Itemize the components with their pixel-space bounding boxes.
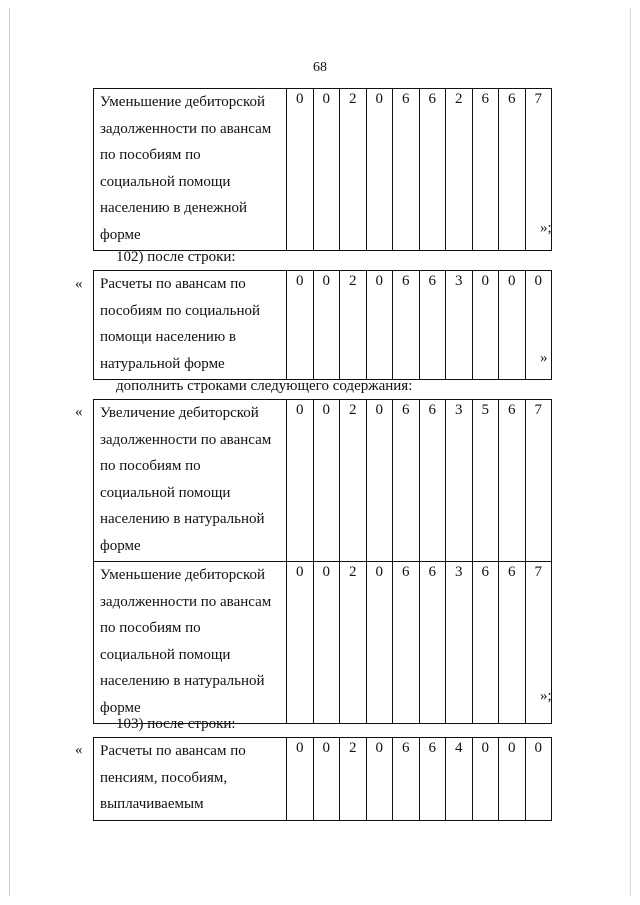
table-row [94, 400, 552, 562]
code-digit: 0 [287, 562, 314, 724]
code-digit: 0 [313, 89, 340, 251]
line-name-text: социальной помощи [100, 484, 231, 501]
close-quote: » [540, 350, 548, 366]
code-digit: 5 [472, 400, 499, 562]
code-digit: 2 [340, 271, 367, 380]
code-table [93, 270, 552, 380]
code-table [93, 737, 552, 821]
code-digit: 0 [313, 400, 340, 562]
line-name-text: пенсиям, пособиям, [100, 769, 228, 786]
line-name-text: задолженности по авансам [100, 593, 272, 610]
line-name [94, 562, 287, 724]
code-digit: 6 [499, 400, 526, 562]
code-digit: 2 [340, 89, 367, 251]
code-digit: 6 [419, 89, 446, 251]
code-digit: 6 [419, 562, 446, 724]
code-digit: 0 [525, 271, 552, 380]
code-digit: 0 [313, 271, 340, 380]
code-digit: 6 [419, 271, 446, 380]
code-digit: 0 [366, 271, 393, 380]
paragraph-text: дополнить строками следующего содержания: [116, 378, 413, 394]
table-row [94, 271, 552, 380]
code-digit: 6 [472, 562, 499, 724]
page-number: 68 [313, 60, 327, 75]
line-name-text: Расчеты по авансам по [100, 743, 246, 759]
code-digit: 0 [287, 738, 314, 821]
line-name-text: форме [100, 226, 141, 243]
code-digit: 0 [287, 400, 314, 562]
open-quote: « [75, 276, 83, 292]
line-name-text: натуральной форме [100, 355, 225, 372]
line-name-text: социальной помощи [100, 646, 231, 663]
code-digit: 0 [472, 738, 499, 821]
open-quote: « [75, 742, 83, 758]
line-name [94, 271, 287, 380]
line-name-text: Уменьшение дебиторской [100, 567, 266, 583]
line-name-text: форме [100, 699, 141, 716]
line-name-text: задолженности по авансам [100, 431, 272, 448]
code-digit: 6 [393, 89, 420, 251]
code-digit: 0 [525, 738, 552, 821]
code-digit: 6 [393, 562, 420, 724]
paragraph-text: 102) после строки: [116, 249, 236, 265]
close-quote: »; [540, 220, 552, 236]
code-digit: 3 [446, 400, 473, 562]
line-name-text: пособиям по социальной [100, 302, 261, 319]
code-digit: 6 [393, 400, 420, 562]
code-table [93, 399, 552, 724]
code-digit: 0 [313, 562, 340, 724]
line-name-text: населению в денежной [100, 200, 248, 216]
code-digit: 0 [313, 738, 340, 821]
code-digit: 0 [287, 271, 314, 380]
line-name-text: социальной помощи [100, 173, 231, 190]
line-name-text: форме [100, 537, 141, 554]
open-quote: « [75, 404, 83, 420]
code-digit: 6 [419, 738, 446, 821]
code-digit: 7 [525, 89, 552, 251]
code-digit: 6 [499, 89, 526, 251]
code-digit: 0 [366, 89, 393, 251]
line-name-text: задолженности по авансам [100, 120, 272, 137]
code-digit: 0 [287, 89, 314, 251]
code-table [93, 88, 552, 251]
close-quote: »; [540, 688, 552, 704]
line-name [94, 89, 287, 251]
code-digit: 6 [419, 400, 446, 562]
table-row [94, 562, 552, 724]
line-name [94, 738, 287, 821]
line-name-text: населению в натуральной [100, 511, 265, 527]
code-digit: 3 [446, 562, 473, 724]
code-digit: 7 [525, 400, 552, 562]
code-digit: 6 [499, 562, 526, 724]
line-name-text: населению в натуральной [100, 673, 265, 689]
code-digit: 0 [472, 271, 499, 380]
code-digit: 6 [393, 271, 420, 380]
line-name-text: помощи населению в [100, 329, 236, 345]
line-name [94, 400, 287, 562]
code-digit: 7 [525, 562, 552, 724]
code-digit: 0 [366, 562, 393, 724]
code-digit: 3 [446, 271, 473, 380]
code-digit: 0 [499, 271, 526, 380]
table-row [94, 89, 552, 251]
code-digit: 0 [366, 400, 393, 562]
line-name-text: по пособиям по [100, 620, 201, 636]
code-digit: 0 [366, 738, 393, 821]
line-name-text: выплачиваемым [100, 796, 204, 812]
line-name-text: по пособиям по [100, 147, 201, 163]
line-name-text: Увеличение дебиторской [100, 405, 259, 421]
code-digit: 6 [393, 738, 420, 821]
code-digit: 0 [499, 738, 526, 821]
code-digit: 4 [446, 738, 473, 821]
code-digit: 2 [340, 400, 367, 562]
table-row [94, 738, 552, 821]
code-digit: 2 [340, 562, 367, 724]
line-name-text: по пособиям по [100, 458, 201, 474]
line-name-text: Расчеты по авансам по [100, 276, 246, 292]
code-digit: 2 [446, 89, 473, 251]
line-name-text: Уменьшение дебиторской [100, 94, 266, 110]
code-digit: 6 [472, 89, 499, 251]
code-digit: 2 [340, 738, 367, 821]
paragraph-text: 103) после строки: [116, 716, 236, 732]
